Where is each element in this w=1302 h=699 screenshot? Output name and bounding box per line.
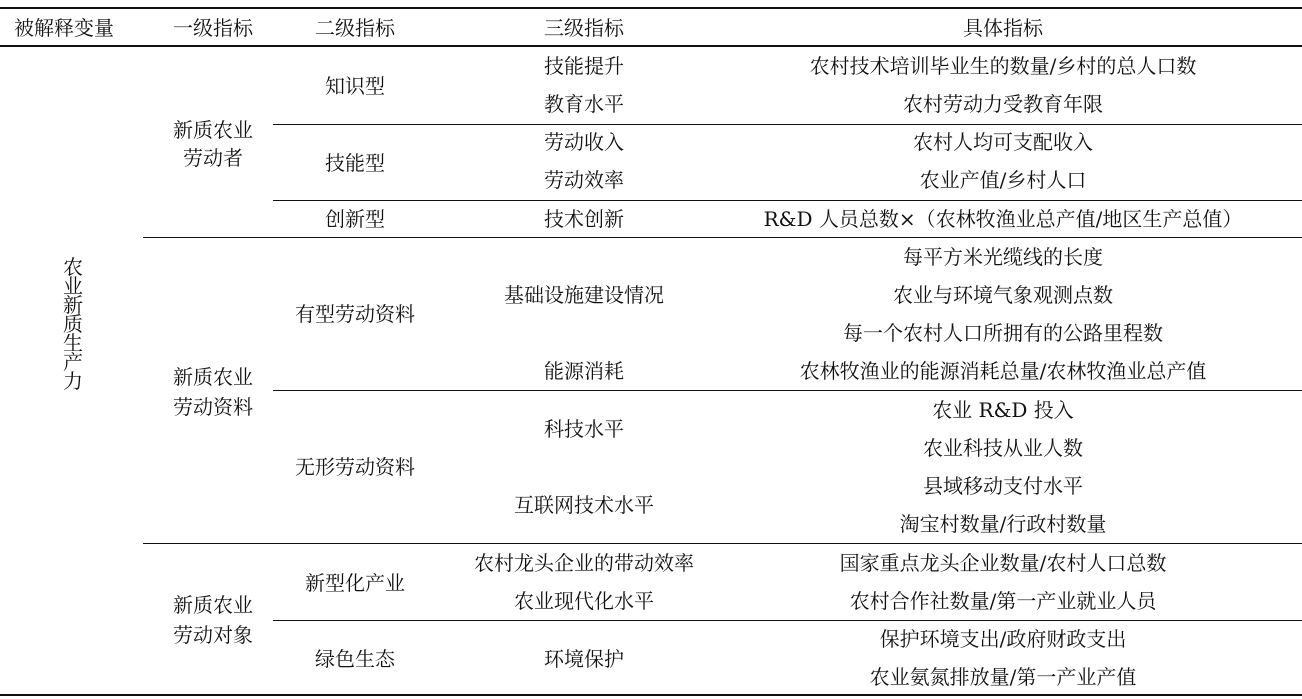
subgroup-rule-skill	[273, 124, 1302, 125]
level2-skill: 技能型	[325, 151, 385, 175]
specific-indicator: 国家重点龙头企业数量/农村人口总数	[839, 551, 1167, 575]
level3-skill-up: 技能提升	[544, 54, 624, 78]
level3-income: 劳动收入	[544, 130, 624, 154]
level3-efficiency: 劳动效率	[544, 168, 624, 192]
specific-indicator: 农村合作社数量/第一产业就业人员	[849, 589, 1157, 613]
specific-indicator: 县域移动支付水平	[923, 474, 1083, 498]
level3-tech-innovation: 技术创新	[544, 207, 624, 231]
top-rule	[0, 7, 1302, 9]
specific-indicator: R&D 人员总数×（农林牧渔业总产值/地区生产总值）	[763, 207, 1243, 231]
header-level1: 一级指标	[173, 16, 253, 40]
level1-labor-objects: 新质农业 劳动对象	[173, 593, 253, 647]
specific-indicator: 农村劳动力受教育年限	[903, 92, 1103, 116]
level3-internet: 互联网技术水平	[514, 493, 654, 517]
level3-leading-enterprise: 农村龙头企业的带动效率	[474, 551, 694, 575]
level2-industry: 新型化产业	[305, 571, 405, 595]
level3-modernization: 农业现代化水平	[514, 589, 654, 613]
specific-indicator: 农村人均可支配收入	[913, 130, 1093, 154]
header-rule	[0, 45, 1302, 47]
header-level2: 二级指标	[315, 16, 395, 40]
level2-green: 绿色生态	[315, 647, 395, 671]
specific-indicator: 每一个农村人口所拥有的公路里程数	[843, 321, 1163, 345]
subgroup-rule-green	[273, 620, 1302, 621]
level3-infrastructure: 基础设施建设情况	[504, 283, 664, 307]
specific-indicator: 农业与环境气象观测点数	[893, 283, 1113, 307]
bottom-rule	[0, 694, 1302, 696]
level3-education: 教育水平	[544, 92, 624, 116]
specific-indicator: 淘宝村数量/行政村数量	[899, 512, 1107, 536]
level2-innovation: 创新型	[325, 207, 385, 231]
specific-indicator: 农业科技从业人数	[923, 436, 1083, 460]
specific-indicator: 农村技术培训毕业生的数量/乡村的总人口数	[809, 54, 1197, 78]
level3-energy: 能源消耗	[544, 359, 624, 383]
subgroup-rule-innovation	[273, 200, 1302, 201]
level1-labor-materials: 新质农业 劳动资料	[173, 365, 253, 419]
specific-indicator: 农业产值/乡村人口	[919, 168, 1087, 192]
level3-tech-level: 科技水平	[544, 417, 624, 441]
explained-variable: 农业新质生产力	[63, 255, 83, 393]
subgroup-rule-intangible	[273, 390, 1302, 391]
header-specific: 具体指标	[963, 16, 1043, 40]
group-rule-labor-objects	[143, 543, 1302, 544]
specific-indicator: 农业氨氮排放量/第一产业产值	[869, 665, 1137, 689]
level3-environment: 环境保护	[544, 647, 624, 671]
level2-intangible: 无形劳动资料	[295, 455, 415, 479]
level2-knowledge: 知识型	[325, 74, 385, 98]
group-rule-labor-materials	[143, 237, 1302, 238]
specific-indicator: 农业 R&D 投入	[932, 398, 1074, 422]
header-explained-variable: 被解释变量	[14, 16, 114, 40]
level1-labor: 新质农业 劳动者	[173, 118, 253, 170]
level2-tangible: 有型劳动资料	[295, 302, 415, 326]
specific-indicator: 每平方米光缆线的长度	[903, 245, 1103, 269]
header-level3: 三级指标	[544, 16, 624, 40]
specific-indicator: 保护环境支出/政府财政支出	[879, 627, 1127, 651]
specific-indicator: 农林牧渔业的能源消耗总量/农林牧渔业总产值	[799, 359, 1207, 383]
